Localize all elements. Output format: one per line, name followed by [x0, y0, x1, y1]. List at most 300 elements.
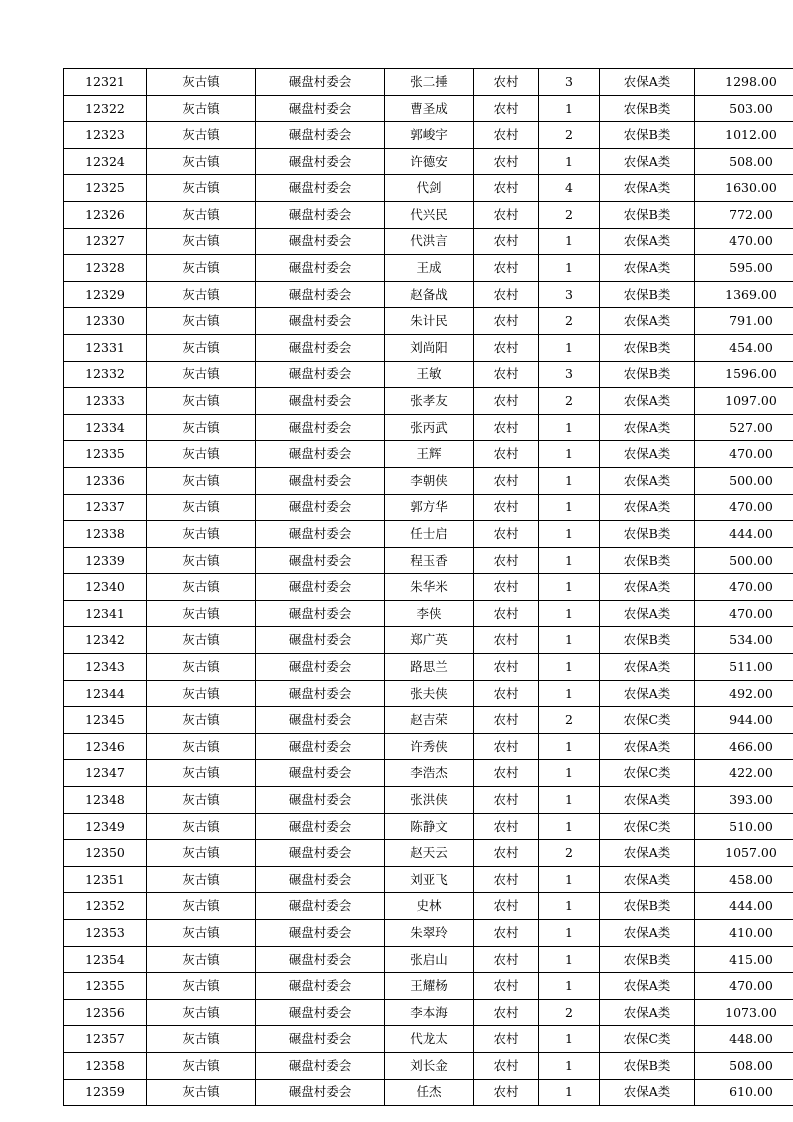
cell-category: 农保B类	[600, 521, 695, 548]
table-row	[64, 813, 793, 840]
cell-name: 王耀杨	[385, 973, 474, 1000]
cell-household-type: 农村	[474, 973, 539, 1000]
cell-household-type: 农村	[474, 627, 539, 654]
cell-id: 12353	[64, 920, 147, 947]
cell-id: 12359	[64, 1079, 147, 1106]
cell-town: 灰古镇	[147, 813, 256, 840]
table-row	[64, 388, 793, 415]
cell-amount: 500.00	[695, 467, 793, 494]
cell-id: 12323	[64, 122, 147, 149]
cell-category: 农保A类	[600, 840, 695, 867]
cell-id: 12342	[64, 627, 147, 654]
cell-household-type: 农村	[474, 69, 539, 96]
cell-count: 1	[539, 973, 600, 1000]
cell-amount: 448.00	[695, 1026, 793, 1053]
cell-count: 1	[539, 1052, 600, 1079]
cell-household-type: 农村	[474, 308, 539, 335]
cell-town: 灰古镇	[147, 414, 256, 441]
cell-town: 灰古镇	[147, 1052, 256, 1079]
cell-name: 代剑	[385, 175, 474, 202]
cell-village: 碾盘村委会	[256, 866, 385, 893]
table-row	[64, 946, 793, 973]
cell-household-type: 农村	[474, 866, 539, 893]
cell-town: 灰古镇	[147, 122, 256, 149]
cell-household-type: 农村	[474, 893, 539, 920]
cell-amount: 470.00	[695, 228, 793, 255]
table-row	[64, 733, 793, 760]
cell-id: 12336	[64, 467, 147, 494]
cell-amount: 470.00	[695, 441, 793, 468]
cell-name: 陈静文	[385, 813, 474, 840]
cell-id: 12351	[64, 866, 147, 893]
roster-table	[63, 68, 793, 1106]
cell-town: 灰古镇	[147, 600, 256, 627]
cell-village: 碾盘村委会	[256, 521, 385, 548]
cell-village: 碾盘村委会	[256, 255, 385, 282]
table-row	[64, 228, 793, 255]
cell-amount: 470.00	[695, 600, 793, 627]
cell-id: 12358	[64, 1052, 147, 1079]
cell-village: 碾盘村委会	[256, 467, 385, 494]
cell-household-type: 农村	[474, 813, 539, 840]
cell-town: 灰古镇	[147, 441, 256, 468]
cell-id: 12354	[64, 946, 147, 973]
cell-count: 4	[539, 175, 600, 202]
cell-category: 农保A类	[600, 308, 695, 335]
cell-town: 灰古镇	[147, 95, 256, 122]
cell-category: 农保A类	[600, 1079, 695, 1106]
cell-village: 碾盘村委会	[256, 122, 385, 149]
table-row	[64, 707, 793, 734]
cell-village: 碾盘村委会	[256, 973, 385, 1000]
cell-town: 灰古镇	[147, 175, 256, 202]
cell-category: 农保A类	[600, 787, 695, 814]
table-row	[64, 627, 793, 654]
cell-name: 李朝侠	[385, 467, 474, 494]
cell-amount: 470.00	[695, 494, 793, 521]
table-row	[64, 680, 793, 707]
cell-category: 农保A类	[600, 866, 695, 893]
table-row	[64, 760, 793, 787]
cell-village: 碾盘村委会	[256, 69, 385, 96]
cell-category: 农保A类	[600, 494, 695, 521]
cell-name: 赵吉荣	[385, 707, 474, 734]
cell-name: 王成	[385, 255, 474, 282]
cell-household-type: 农村	[474, 494, 539, 521]
cell-village: 碾盘村委会	[256, 920, 385, 947]
cell-amount: 1596.00	[695, 361, 793, 388]
cell-category: 农保B类	[600, 547, 695, 574]
cell-amount: 510.00	[695, 813, 793, 840]
table-row	[64, 281, 793, 308]
cell-count: 1	[539, 255, 600, 282]
cell-name: 许德安	[385, 148, 474, 175]
table-row	[64, 414, 793, 441]
cell-category: 农保C类	[600, 707, 695, 734]
cell-amount: 791.00	[695, 308, 793, 335]
table-row	[64, 920, 793, 947]
cell-id: 12333	[64, 388, 147, 415]
cell-name: 赵天云	[385, 840, 474, 867]
cell-name: 朱计民	[385, 308, 474, 335]
cell-count: 1	[539, 920, 600, 947]
cell-id: 12339	[64, 547, 147, 574]
cell-amount: 508.00	[695, 148, 793, 175]
cell-id: 12337	[64, 494, 147, 521]
cell-category: 农保A类	[600, 467, 695, 494]
cell-village: 碾盘村委会	[256, 654, 385, 681]
cell-household-type: 农村	[474, 122, 539, 149]
cell-category: 农保A类	[600, 388, 695, 415]
cell-count: 1	[539, 680, 600, 707]
cell-town: 灰古镇	[147, 1079, 256, 1106]
cell-amount: 595.00	[695, 255, 793, 282]
cell-category: 农保A类	[600, 69, 695, 96]
cell-count: 1	[539, 627, 600, 654]
cell-id: 12346	[64, 733, 147, 760]
cell-name: 程玉香	[385, 547, 474, 574]
cell-name: 代兴民	[385, 201, 474, 228]
cell-count: 1	[539, 893, 600, 920]
cell-id: 12345	[64, 707, 147, 734]
cell-household-type: 农村	[474, 175, 539, 202]
roster-table-body	[64, 69, 793, 1106]
cell-town: 灰古镇	[147, 920, 256, 947]
cell-category: 农保A类	[600, 175, 695, 202]
cell-count: 1	[539, 414, 600, 441]
cell-town: 灰古镇	[147, 361, 256, 388]
cell-town: 灰古镇	[147, 281, 256, 308]
cell-village: 碾盘村委会	[256, 228, 385, 255]
cell-village: 碾盘村委会	[256, 547, 385, 574]
cell-village: 碾盘村委会	[256, 680, 385, 707]
cell-household-type: 农村	[474, 760, 539, 787]
cell-amount: 410.00	[695, 920, 793, 947]
cell-amount: 534.00	[695, 627, 793, 654]
cell-town: 灰古镇	[147, 787, 256, 814]
cell-name: 许秀侠	[385, 733, 474, 760]
cell-name: 刘长金	[385, 1052, 474, 1079]
cell-name: 代龙太	[385, 1026, 474, 1053]
cell-household-type: 农村	[474, 574, 539, 601]
cell-category: 农保B类	[600, 95, 695, 122]
cell-household-type: 农村	[474, 733, 539, 760]
cell-village: 碾盘村委会	[256, 574, 385, 601]
cell-name: 李侠	[385, 600, 474, 627]
table-row	[64, 973, 793, 1000]
table-row	[64, 255, 793, 282]
cell-household-type: 农村	[474, 281, 539, 308]
cell-household-type: 农村	[474, 388, 539, 415]
cell-village: 碾盘村委会	[256, 1052, 385, 1079]
cell-village: 碾盘村委会	[256, 361, 385, 388]
cell-amount: 393.00	[695, 787, 793, 814]
cell-count: 1	[539, 95, 600, 122]
cell-category: 农保A类	[600, 973, 695, 1000]
cell-count: 2	[539, 308, 600, 335]
table-row	[64, 361, 793, 388]
cell-count: 1	[539, 946, 600, 973]
table-row	[64, 122, 793, 149]
cell-town: 灰古镇	[147, 680, 256, 707]
cell-household-type: 农村	[474, 787, 539, 814]
cell-village: 碾盘村委会	[256, 334, 385, 361]
cell-amount: 492.00	[695, 680, 793, 707]
table-row	[64, 1079, 793, 1106]
cell-village: 碾盘村委会	[256, 813, 385, 840]
cell-count: 2	[539, 201, 600, 228]
cell-amount: 458.00	[695, 866, 793, 893]
table-row	[64, 547, 793, 574]
cell-category: 农保C类	[600, 1026, 695, 1053]
cell-household-type: 农村	[474, 228, 539, 255]
table-row	[64, 1026, 793, 1053]
cell-town: 灰古镇	[147, 946, 256, 973]
cell-household-type: 农村	[474, 1026, 539, 1053]
cell-category: 农保A类	[600, 414, 695, 441]
cell-category: 农保B类	[600, 946, 695, 973]
cell-name: 王辉	[385, 441, 474, 468]
cell-town: 灰古镇	[147, 228, 256, 255]
cell-household-type: 农村	[474, 255, 539, 282]
cell-amount: 1630.00	[695, 175, 793, 202]
cell-category: 农保A类	[600, 920, 695, 947]
cell-count: 2	[539, 122, 600, 149]
table-row	[64, 308, 793, 335]
cell-household-type: 农村	[474, 999, 539, 1026]
cell-name: 路思兰	[385, 654, 474, 681]
cell-name: 张启山	[385, 946, 474, 973]
cell-name: 任杰	[385, 1079, 474, 1106]
table-row	[64, 654, 793, 681]
cell-village: 碾盘村委会	[256, 600, 385, 627]
cell-town: 灰古镇	[147, 866, 256, 893]
cell-name: 刘亚飞	[385, 866, 474, 893]
cell-id: 12357	[64, 1026, 147, 1053]
cell-id: 12324	[64, 148, 147, 175]
cell-name: 张夫侠	[385, 680, 474, 707]
cell-id: 12325	[64, 175, 147, 202]
cell-id: 12355	[64, 973, 147, 1000]
cell-id: 12347	[64, 760, 147, 787]
cell-household-type: 农村	[474, 840, 539, 867]
cell-category: 农保B类	[600, 361, 695, 388]
cell-category: 农保B类	[600, 334, 695, 361]
cell-id: 12344	[64, 680, 147, 707]
cell-name: 曹圣成	[385, 95, 474, 122]
cell-count: 3	[539, 281, 600, 308]
cell-count: 3	[539, 69, 600, 96]
cell-category: 农保B类	[600, 893, 695, 920]
cell-name: 史林	[385, 893, 474, 920]
cell-village: 碾盘村委会	[256, 787, 385, 814]
cell-name: 郭方华	[385, 494, 474, 521]
cell-village: 碾盘村委会	[256, 707, 385, 734]
cell-town: 灰古镇	[147, 547, 256, 574]
cell-amount: 508.00	[695, 1052, 793, 1079]
cell-count: 1	[539, 334, 600, 361]
cell-count: 1	[539, 148, 600, 175]
table-row	[64, 467, 793, 494]
cell-category: 农保B类	[600, 122, 695, 149]
cell-village: 碾盘村委会	[256, 760, 385, 787]
cell-village: 碾盘村委会	[256, 148, 385, 175]
cell-category: 农保B类	[600, 281, 695, 308]
cell-village: 碾盘村委会	[256, 308, 385, 335]
cell-name: 刘尚阳	[385, 334, 474, 361]
cell-category: 农保A类	[600, 654, 695, 681]
cell-count: 1	[539, 574, 600, 601]
cell-id: 12349	[64, 813, 147, 840]
cell-amount: 444.00	[695, 521, 793, 548]
table-row	[64, 574, 793, 601]
cell-amount: 1298.00	[695, 69, 793, 96]
cell-id: 12322	[64, 95, 147, 122]
cell-amount: 944.00	[695, 707, 793, 734]
cell-town: 灰古镇	[147, 201, 256, 228]
cell-name: 张孝友	[385, 388, 474, 415]
cell-town: 灰古镇	[147, 467, 256, 494]
cell-name: 代洪言	[385, 228, 474, 255]
cell-id: 12329	[64, 281, 147, 308]
cell-town: 灰古镇	[147, 654, 256, 681]
cell-count: 1	[539, 760, 600, 787]
cell-name: 张丙武	[385, 414, 474, 441]
cell-count: 1	[539, 1026, 600, 1053]
cell-town: 灰古镇	[147, 893, 256, 920]
cell-count: 3	[539, 361, 600, 388]
cell-town: 灰古镇	[147, 840, 256, 867]
cell-id: 12343	[64, 654, 147, 681]
cell-id: 12331	[64, 334, 147, 361]
cell-count: 1	[539, 787, 600, 814]
cell-category: 农保A类	[600, 680, 695, 707]
cell-amount: 527.00	[695, 414, 793, 441]
cell-count: 1	[539, 1079, 600, 1106]
cell-household-type: 农村	[474, 600, 539, 627]
cell-id: 12327	[64, 228, 147, 255]
cell-id: 12335	[64, 441, 147, 468]
cell-village: 碾盘村委会	[256, 840, 385, 867]
cell-town: 灰古镇	[147, 627, 256, 654]
cell-amount: 466.00	[695, 733, 793, 760]
cell-town: 灰古镇	[147, 521, 256, 548]
cell-village: 碾盘村委会	[256, 281, 385, 308]
cell-household-type: 农村	[474, 441, 539, 468]
cell-household-type: 农村	[474, 414, 539, 441]
cell-id: 12340	[64, 574, 147, 601]
cell-id: 12328	[64, 255, 147, 282]
cell-amount: 1057.00	[695, 840, 793, 867]
cell-count: 2	[539, 999, 600, 1026]
table-row	[64, 787, 793, 814]
cell-village: 碾盘村委会	[256, 494, 385, 521]
cell-town: 灰古镇	[147, 999, 256, 1026]
cell-amount: 610.00	[695, 1079, 793, 1106]
cell-count: 2	[539, 840, 600, 867]
cell-name: 郑广英	[385, 627, 474, 654]
cell-count: 1	[539, 654, 600, 681]
cell-village: 碾盘村委会	[256, 627, 385, 654]
cell-town: 灰古镇	[147, 1026, 256, 1053]
table-row	[64, 334, 793, 361]
cell-amount: 444.00	[695, 893, 793, 920]
cell-village: 碾盘村委会	[256, 441, 385, 468]
cell-town: 灰古镇	[147, 973, 256, 1000]
cell-household-type: 农村	[474, 654, 539, 681]
table-row	[64, 1052, 793, 1079]
cell-count: 2	[539, 388, 600, 415]
cell-village: 碾盘村委会	[256, 1026, 385, 1053]
cell-household-type: 农村	[474, 467, 539, 494]
cell-category: 农保B类	[600, 627, 695, 654]
cell-count: 1	[539, 866, 600, 893]
cell-village: 碾盘村委会	[256, 201, 385, 228]
cell-household-type: 农村	[474, 1052, 539, 1079]
cell-id: 12341	[64, 600, 147, 627]
cell-household-type: 农村	[474, 201, 539, 228]
cell-amount: 415.00	[695, 946, 793, 973]
cell-household-type: 农村	[474, 334, 539, 361]
cell-amount: 1073.00	[695, 999, 793, 1026]
cell-name: 李浩杰	[385, 760, 474, 787]
cell-category: 农保A类	[600, 441, 695, 468]
cell-category: 农保C类	[600, 813, 695, 840]
cell-amount: 1369.00	[695, 281, 793, 308]
table-row	[64, 175, 793, 202]
cell-amount: 503.00	[695, 95, 793, 122]
cell-count: 1	[539, 521, 600, 548]
cell-name: 朱华米	[385, 574, 474, 601]
cell-name: 朱翠玲	[385, 920, 474, 947]
cell-amount: 1097.00	[695, 388, 793, 415]
cell-town: 灰古镇	[147, 707, 256, 734]
cell-id: 12334	[64, 414, 147, 441]
cell-household-type: 农村	[474, 946, 539, 973]
table-row	[64, 893, 793, 920]
table-row	[64, 494, 793, 521]
cell-category: 农保A类	[600, 574, 695, 601]
cell-count: 1	[539, 494, 600, 521]
table-row	[64, 840, 793, 867]
table-row	[64, 866, 793, 893]
cell-name: 李本海	[385, 999, 474, 1026]
cell-household-type: 农村	[474, 707, 539, 734]
cell-category: 农保A类	[600, 148, 695, 175]
cell-household-type: 农村	[474, 521, 539, 548]
cell-village: 碾盘村委会	[256, 893, 385, 920]
cell-category: 农保A类	[600, 255, 695, 282]
cell-amount: 454.00	[695, 334, 793, 361]
cell-town: 灰古镇	[147, 760, 256, 787]
cell-village: 碾盘村委会	[256, 733, 385, 760]
table-row	[64, 69, 793, 96]
cell-town: 灰古镇	[147, 255, 256, 282]
cell-category: 农保A类	[600, 733, 695, 760]
table-row	[64, 521, 793, 548]
cell-category: 农保C类	[600, 760, 695, 787]
cell-count: 1	[539, 733, 600, 760]
cell-name: 张洪侠	[385, 787, 474, 814]
cell-count: 1	[539, 600, 600, 627]
cell-town: 灰古镇	[147, 388, 256, 415]
cell-id: 12348	[64, 787, 147, 814]
cell-town: 灰古镇	[147, 148, 256, 175]
cell-household-type: 农村	[474, 148, 539, 175]
table-row	[64, 600, 793, 627]
cell-household-type: 农村	[474, 361, 539, 388]
cell-village: 碾盘村委会	[256, 175, 385, 202]
